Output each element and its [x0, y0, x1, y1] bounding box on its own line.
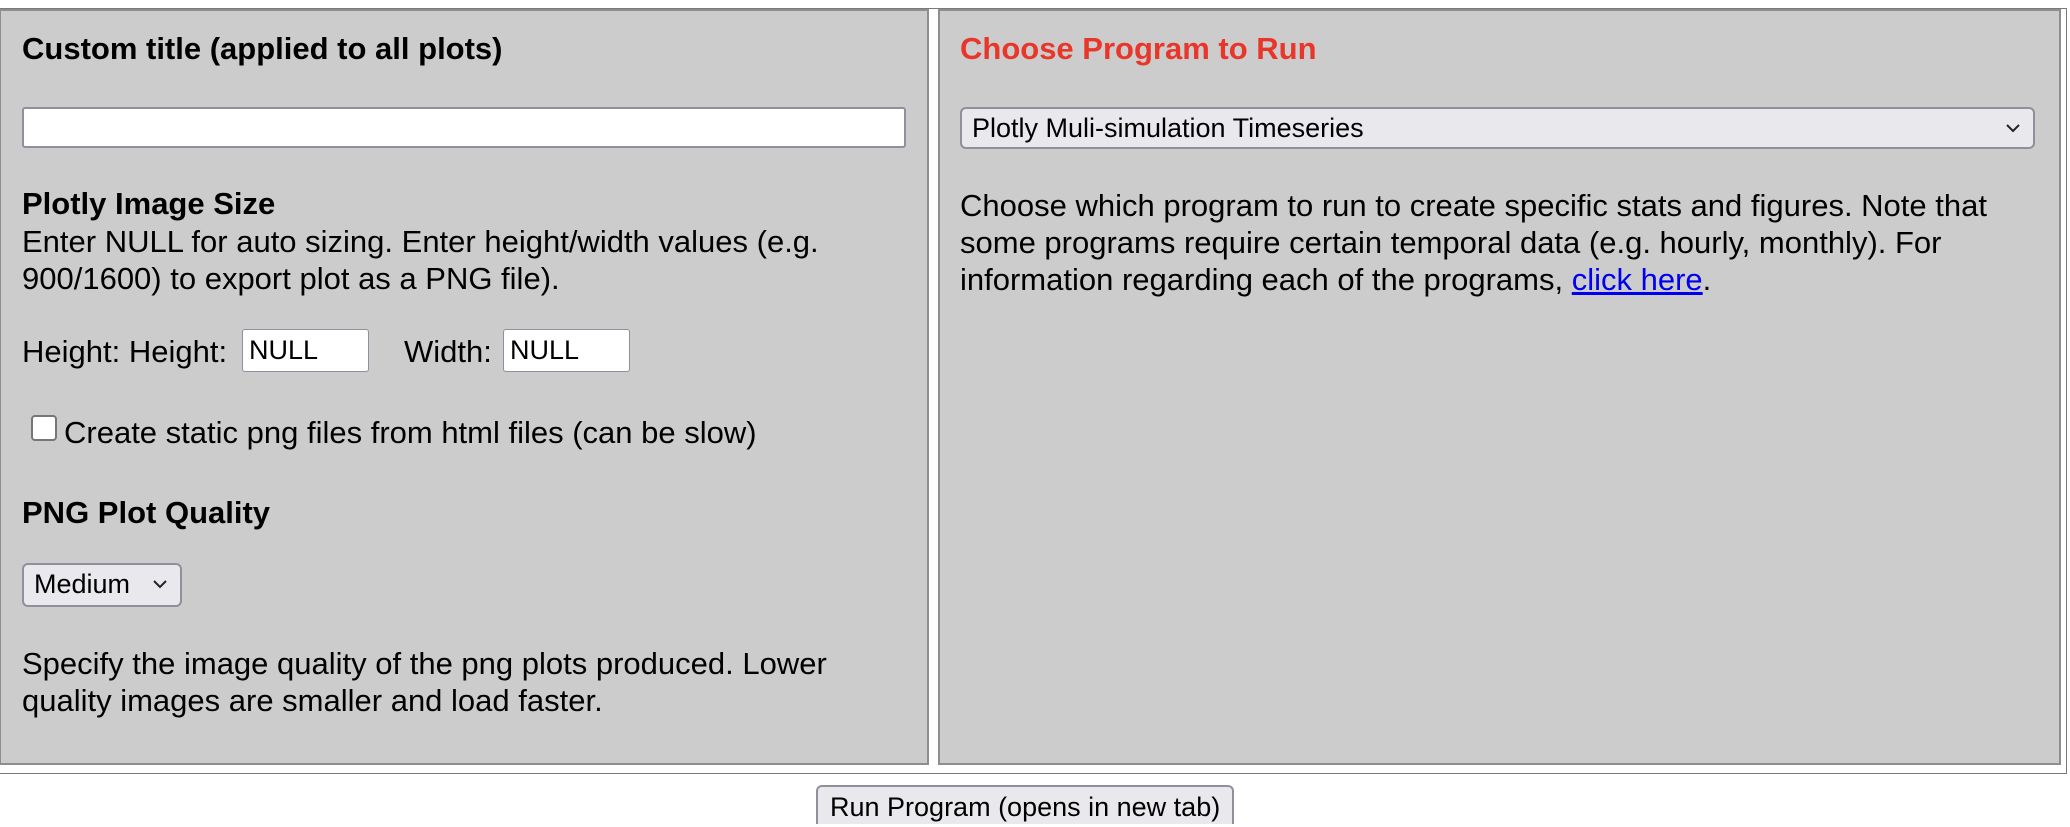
static-png-checkbox[interactable]: [31, 415, 57, 441]
program-selected-value: Plotly Muli-simulation Timeseries: [972, 113, 1364, 143]
static-png-checkbox-label: Create static png files from html files (can be slow): [64, 415, 757, 450]
custom-title-heading: Custom title (applied to all plots): [22, 31, 503, 66]
chevron-down-icon: [152, 576, 168, 592]
program-select[interactable]: [960, 107, 2035, 149]
image-size-description: Enter NULL for auto sizing. Enter height/width values (e.g. 900/1600) to export plot as a PNG file).: [22, 224, 819, 296]
png-quality-selected-value: Medium: [34, 569, 131, 599]
height-input[interactable]: [242, 329, 369, 372]
png-quality-select[interactable]: [22, 563, 182, 607]
height-label: Height: Height:: [22, 334, 228, 369]
width-label: Width:: [404, 334, 492, 369]
image-size-heading: Plotly Image Size: [22, 186, 276, 221]
plot-options-panel: [0, 9, 929, 765]
run-program-button[interactable]: Run Program (opens in new tab): [816, 785, 1234, 824]
chevron-down-icon: [2005, 120, 2021, 136]
png-quality-heading: PNG Plot Quality: [22, 495, 271, 530]
custom-title-input[interactable]: [22, 107, 906, 148]
program-description-text: Choose which program to run to create specific stats and figures. Note that some programs require certain temporal data (e.g. hourly, monthly). For information regarding each of the programs,: [960, 188, 1987, 297]
programs-info-link[interactable]: click here: [1571, 262, 1703, 297]
width-input[interactable]: [503, 329, 630, 372]
program-select-panel: [938, 9, 2061, 765]
png-quality-description: Specify the image quality of the png plots produced. Lower quality images are smaller and load faster.: [22, 646, 827, 718]
program-description: [960, 187, 2045, 298]
choose-program-heading: Choose Program to Run: [960, 31, 1317, 66]
program-description-end: .: [1702, 262, 1712, 297]
